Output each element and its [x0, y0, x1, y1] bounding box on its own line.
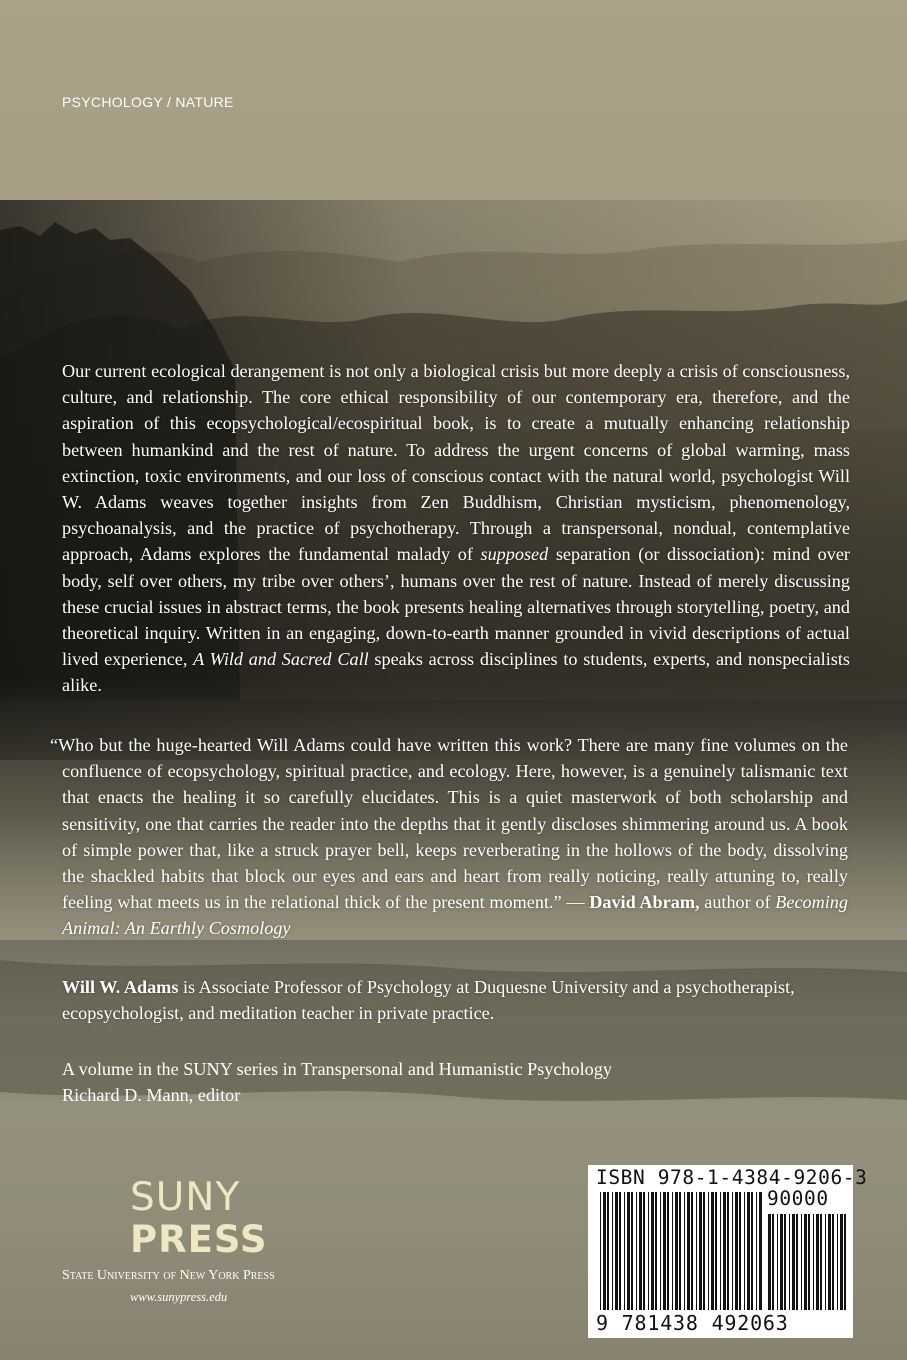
- publisher-name: State University of New York Press: [62, 1268, 275, 1283]
- series-line: A volume in the SUNY series in Transpersonal and Humanistic Psychology: [62, 1059, 612, 1079]
- category-label: PSYCHOLOGY / NATURE: [62, 94, 234, 110]
- barcode-bar: [727, 1192, 729, 1310]
- barcode-bar: [607, 1192, 609, 1310]
- barcode-bar: [837, 1214, 838, 1310]
- barcode-bar: [600, 1192, 601, 1310]
- barcode-bar: [631, 1192, 633, 1310]
- barcode-bar: [772, 1214, 774, 1310]
- barcode-bar: [735, 1192, 738, 1310]
- barcode-bar: [747, 1192, 750, 1310]
- barcode-bar: [639, 1192, 642, 1310]
- series-editor: Richard D. Mann, editor: [62, 1085, 241, 1106]
- barcode-bar: [655, 1192, 657, 1310]
- author-bio: [62, 974, 848, 1026]
- barcode-bar: [619, 1192, 621, 1310]
- isbn-barcode-panel: [588, 1165, 868, 1338]
- barcode-bar: [801, 1214, 802, 1310]
- price-code: 90000: [767, 1187, 829, 1210]
- barcode-bar: [612, 1192, 613, 1310]
- barcode-bar: [840, 1214, 843, 1310]
- barcode-bar: [615, 1192, 618, 1310]
- barcode-bar: [796, 1214, 798, 1310]
- barcode-bar: [627, 1192, 630, 1310]
- barcode-bar: [643, 1192, 645, 1310]
- barcode-bar: [792, 1214, 795, 1310]
- barcode-bar: [651, 1192, 654, 1310]
- description-part-2: separation (or dissociation): mind over body, self over others, my tribe over others’, humans over the rest of nature. Instead of merely discussing these crucial issues in abstract terms, the book presents healing alternatives through storytelling, poetry, and theoretical inquiry. Written in an engaging, down-to-earth manner grounded in vivid descriptions of actual lived experience,: [62, 544, 850, 670]
- ean-digits: 9 781438 492063: [596, 1311, 789, 1335]
- barcode-bar: [675, 1192, 678, 1310]
- author-bio-text: is Associate Professor of Psychology at Duquesne University and a psychotherapist, ecopsychologist, and meditation teacher in private practice.: [62, 977, 795, 1024]
- series-info: [62, 1056, 762, 1108]
- publisher-logo-press: PRESS: [130, 1218, 268, 1261]
- barcode-bar: [844, 1214, 846, 1310]
- barcode-bar: [699, 1192, 702, 1310]
- barcode-bar: [784, 1214, 786, 1310]
- barcode-bar: [711, 1192, 714, 1310]
- barcode-bar: [667, 1192, 669, 1310]
- barcode-bar: [789, 1214, 790, 1310]
- barcode-bar: [696, 1192, 697, 1310]
- publisher-url: www.sunypress.edu: [130, 1290, 228, 1304]
- barcode-bar: [739, 1192, 741, 1310]
- barcode-bar: [672, 1192, 673, 1310]
- barcode-bar: [813, 1214, 814, 1310]
- barcode-bar: [715, 1192, 717, 1310]
- barcode-bar: [756, 1192, 757, 1310]
- barcode-bar: [624, 1192, 625, 1310]
- barcode-bar: [691, 1192, 693, 1310]
- barcode-bar: [744, 1192, 745, 1310]
- barcode-bar: [636, 1192, 637, 1310]
- barcode-bar: [777, 1214, 778, 1310]
- description-part-1: Our current ecological derangement is not only a biological crisis but more deeply a crisis of consciousness, culture, and relationship. The core ethical responsibility of our contemporary era, therefore, and the aspiration of this ecopsychological/ecospiritual book, is to create a mutually enhancing relationship between humankind and the rest of nature. To address the urgent concerns of global warming, mass extinction, toxic environments, and our loss of conscious contact with the natural world, psychologist Will W. Adams weaves together insights from Zen Buddhism, Christian mysticism, phenomenology, psychoanalysis, and the practice of psychotherapy. Through a transpersonal, nondual, contemplative approach, Adams explores the fundamental malady of: [62, 361, 850, 565]
- description-part-3: speaks across disciplines to students, experts, and nonspecialists alike.: [62, 649, 850, 696]
- isbn-number: ISBN 978-1-4384-9206-3: [596, 1166, 868, 1189]
- author-name: Will W. Adams: [62, 977, 179, 997]
- barcode-bar: [687, 1192, 690, 1310]
- quote-attribution-book: Becoming Animal: An Earthly Cosmology: [62, 892, 848, 939]
- barcode-bar: [825, 1214, 826, 1310]
- barcode-bar: [660, 1192, 661, 1310]
- book-description: [62, 358, 850, 699]
- publisher-logo-suny: SUNY: [130, 1175, 241, 1220]
- quote-attribution-name: David Abram,: [589, 892, 700, 913]
- barcode-bar: [723, 1192, 726, 1310]
- barcode-bar: [759, 1192, 762, 1310]
- barcode-bar: [816, 1214, 819, 1310]
- barcode-bar: [648, 1192, 649, 1310]
- barcode-bar: [768, 1214, 771, 1310]
- endorsement-quote: [50, 732, 848, 942]
- barcode-bar: [820, 1214, 822, 1310]
- barcode-bar: [603, 1192, 606, 1310]
- barcode-bar: [720, 1192, 721, 1310]
- barcode-bar: [684, 1192, 685, 1310]
- barcode-bar: [732, 1192, 733, 1310]
- barcode-bar: [828, 1214, 831, 1310]
- barcode-bar: [703, 1192, 705, 1310]
- book-title-inline: A Wild and Sacred Call: [193, 649, 369, 670]
- barcode-bar: [780, 1214, 783, 1310]
- barcode-bar: [751, 1192, 753, 1310]
- quote-attribution-role: author of: [699, 892, 776, 913]
- barcode-bar: [804, 1214, 807, 1310]
- barcode-bar: [663, 1192, 666, 1310]
- barcode-bar: [708, 1192, 709, 1310]
- barcode-bar: [808, 1214, 810, 1310]
- quote-text: “Who but the huge-hearted Will Adams could have written this work? There are many fine volumes on the confluence of ecopsychology, spiritual practice, and ecology. Here, however, is a genuinely talismanic text that enacts the healing it so carefully elucidates. This is a quiet masterwork of both scholarship and sensitivity, one that carries the reader into the depths that it gently discloses shimmering around us. A book of simple power that, like a struck prayer bell, keeps reverberating in the hollows of the body, dissolving the shackled habits that block our eyes and ears and heart from really noticing, really attuning to, really feeling what meets us in the relational thick of the present moment.” —: [50, 735, 848, 913]
- description-emphasis: supposed: [480, 544, 549, 565]
- barcode-bar: [832, 1214, 834, 1310]
- barcode-bar: [679, 1192, 681, 1310]
